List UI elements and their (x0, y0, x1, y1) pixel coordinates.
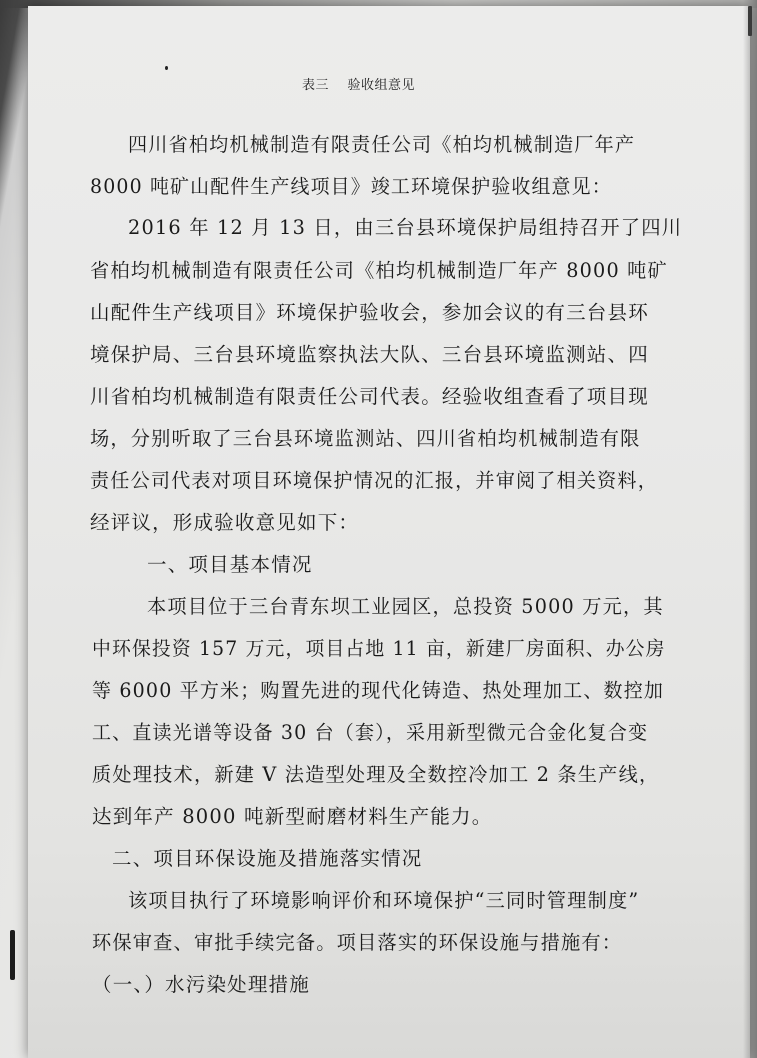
section-heading: 一、项目基本情况 (147, 553, 313, 576)
page-heading: 表三 验收组意见 (302, 78, 416, 93)
right-edge-shadow (743, 0, 757, 1058)
text-line: 经评议，形成验收意见如下： (90, 511, 360, 534)
subsection-heading: （一、）水污染处理措施 (92, 973, 310, 996)
binder-clip-mark (10, 930, 15, 980)
text-line: 四川省柏均机械制造有限责任公司《柏均机械制造厂年产 (128, 133, 636, 156)
text-line: 等 6000 平方米；购置先进的现代化铸造、热处理加工、数控加 (92, 679, 665, 702)
text-line: 山配件生产线项目》环境保护验收会，参加会议的有三台县环 (90, 301, 649, 324)
text-line: 中环保投资 157 万元，项目占地 11 亩，新建厂房面积、办公房 (92, 637, 666, 660)
text-line: 该项目执行了环境影响评价和环境保护“三同时管理制度” (128, 889, 640, 912)
text-line: 本项目位于三台青东坝工业园区，总投资 5000 万元，其 (147, 595, 664, 618)
text-line: 省柏均机械制造有限责任公司《柏均机械制造厂年产 8000 吨矿 (90, 259, 668, 282)
text-line: 场，分别听取了三台县环境监测站、四川省柏均机械制造有限 (90, 427, 641, 450)
ink-speck (165, 66, 168, 70)
text-line: 环保审查、审批手续完备。项目落实的环保设施与措施有： (92, 931, 623, 954)
text-line: 工、直读光谱等设备 30 台（套），采用新型微元合金化复合变 (92, 721, 649, 744)
section-heading: 二、项目环保设施及措施落实情况 (112, 847, 423, 870)
ink-speck (748, 6, 752, 36)
text-line: 川省柏均机械制造有限责任公司代表。经验收组查看了项目现 (90, 385, 649, 408)
text-line: 8000 吨矿山配件生产线项目》竣工环境保护验收组意见： (90, 175, 612, 198)
text-line: 境保护局、三台县环境监察执法大队、三台县环境监测站、四 (90, 343, 649, 366)
text-line: 2016 年 12 月 13 日，由三台县环境保护局组持召开了四川 (128, 216, 683, 239)
text-line: 质处理技术，新建 V 法造型处理及全数控冷加工 2 条生产线， (92, 763, 660, 786)
text-line: 责任公司代表对项目环境保护情况的汇报，并审阅了相关资料， (90, 469, 659, 492)
text-line: 达到年产 8000 吨新型耐磨材料生产能力。 (92, 805, 493, 828)
